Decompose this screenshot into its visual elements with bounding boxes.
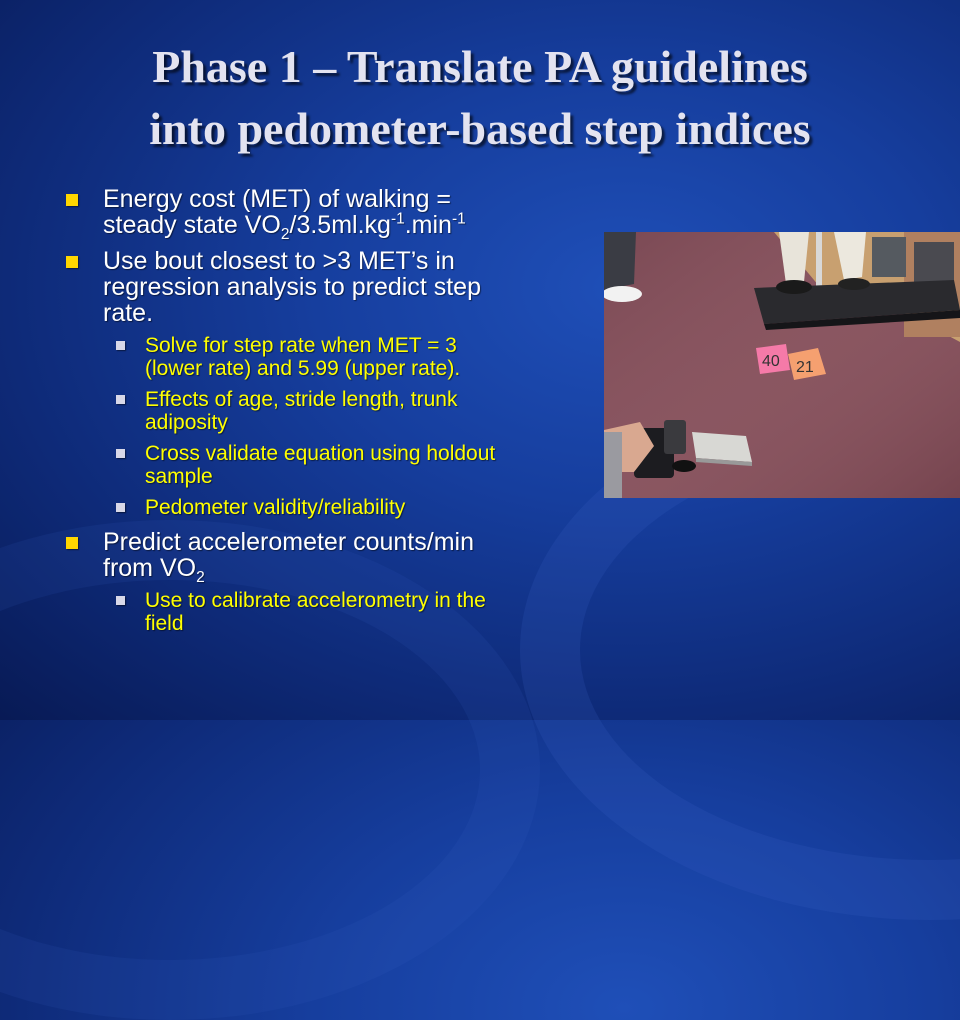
sub-bullet-square-icon (116, 596, 125, 605)
bullet-predict-accelerometer: Predict accelerometer counts/min from $VO_2$ (66, 529, 596, 581)
shoe (776, 280, 812, 294)
slide-title (0, 36, 960, 160)
bullet-use-bout: Use bout closest to >3 MET’s in regression analysis to predict step rate. (66, 248, 596, 326)
title-line-2: into pedometer-based step indices (149, 103, 811, 154)
bullet-energy-cost: Energy cost (MET) of walking = steady state $VO_2/3.5ml.kg^{-1}.\min^{-1}$ (66, 186, 596, 238)
card-orange-label: 21 (796, 359, 814, 376)
scale-plate (692, 432, 752, 462)
treadmill-photo (604, 232, 960, 498)
bullet-list (66, 186, 596, 643)
sub-bullet-pedometer-validity: Pedometer validity/reliability (66, 496, 596, 519)
sub-bullet-square-icon (116, 341, 125, 350)
sub-bullet-square-icon (116, 449, 125, 458)
card-pink-label: 40 (762, 353, 780, 370)
sub-bullet-cross-validate: Cross validate equation using holdout sample (66, 442, 596, 488)
bullet-square-icon (66, 537, 78, 549)
equipment (872, 237, 906, 277)
bullet-square-icon (66, 194, 78, 206)
bullet-square-icon (66, 256, 78, 268)
title-line-1: Phase 1 – Translate PA guidelines (152, 41, 808, 92)
sub-bullet-square-icon (116, 503, 125, 512)
sub-bullet-solve-step-rate: Solve for step rate when MET = 3 (lower rate) and 5.99 (upper rate). (66, 334, 596, 380)
observer-leg (604, 232, 636, 290)
sub-bullet-effects: Effects of age, stride length, trunk adiposity (66, 388, 596, 434)
treadmill-photo-illustration (604, 232, 960, 498)
sub-bullet-square-icon (116, 395, 125, 404)
sub-bullet-calibrate: Use to calibrate accelerometry in the field (66, 589, 596, 635)
